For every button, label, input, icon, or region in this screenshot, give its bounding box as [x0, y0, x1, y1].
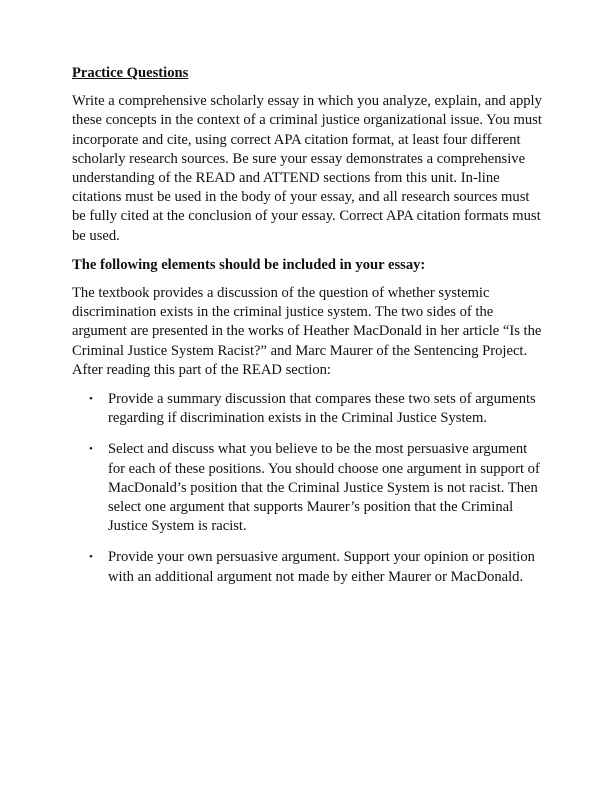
intro-paragraph: Write a comprehensive scholarly essay in which you analyze, explain, and apply these concepts in the context of a criminal justice organizational issue. You must incorporate and cite, using correct APA citation format, at least four different scholarly research sources. Be sure your essay demonstrates a comprehensive understanding of the READ and ATTEND sections from this unit. In-line citations must be used in the body of your essay, and all research sources must be fully cited at the conclusion of your essay. Correct APA citation formats must be used.: [72, 93, 542, 244]
elements-subheading: The following elements should be included in your essay:: [72, 256, 426, 273]
context-paragraph: The textbook provides a discussion of the question of whether systemic discrimination exists in the criminal justice system. The two sides of the argument are presented in the works of Heather MacDonald in her article “Is the Criminal Justice System Racist?” and Marc Maurer of the Sentencing Project. After reading this part of the READ section:: [72, 285, 542, 378]
bullet-icon: •: [89, 443, 93, 456]
list-item: [72, 548, 542, 586]
document-heading: Practice Questions: [72, 65, 189, 81]
bullet-icon: •: [89, 393, 93, 406]
list-item-text: Provide a summary discussion that compares these two sets of arguments regarding if discrimination exists in the Criminal Justice System.: [108, 391, 536, 427]
list-item-text: Provide your own persuasive argument. Support your opinion or position with an additional argument not made by either Maurer or MacDonald.: [108, 549, 535, 585]
requirements-list: [72, 390, 542, 587]
list-item: [72, 390, 542, 428]
list-item: [72, 440, 542, 536]
document-page: [72, 64, 542, 599]
list-item-text: Select and discuss what you believe to be the most persuasive argument for each of these positions. You should choose one argument in support of MacDonald’s position that the Criminal Justice System is not racist. Then select one argument that supports Maurer’s position that the Criminal Justice System is racist.: [108, 441, 540, 535]
bullet-icon: •: [89, 551, 93, 564]
